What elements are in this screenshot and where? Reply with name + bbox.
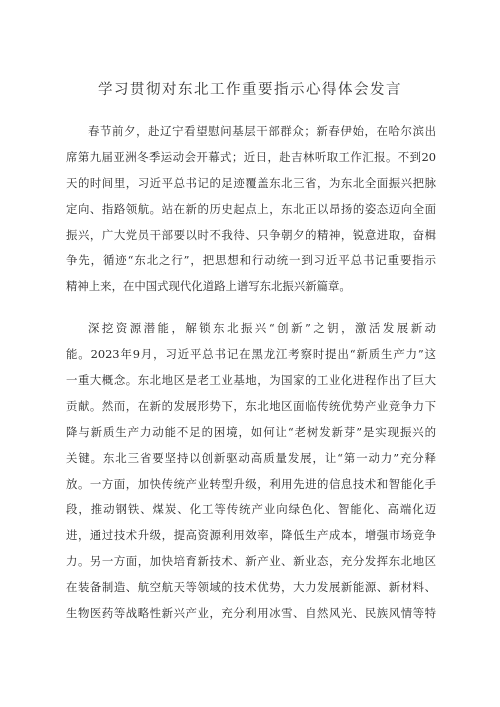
text-line: 定向、指路领航。站在新的历史起点上，东北正以昂扬的姿态迈向全面 <box>66 201 436 216</box>
document-body <box>66 119 436 627</box>
paragraph <box>66 119 436 300</box>
text-line: 关键。东北三省要坚持以创新驱动高质量发展，让“第一动力”充分释 <box>66 450 436 465</box>
text-line: 生物医药等战略性新兴产业，充分利用冰雪、自然风光、民族风情等特 <box>66 606 436 621</box>
text-line: 一重大概念。东北地区是老工业基地，为国家的工业化进程作出了巨大 <box>66 373 436 388</box>
text-line: 贡献。然而，在新的发展形势下，东北地区面临传统优势产业竞争力下 <box>66 398 436 413</box>
text-line: 能。2023年9月，习近平总书记在黑龙江考察时提出“新质生产力”这 <box>66 347 436 362</box>
text-line: 段，推动钢铁、煤炭、化工等传统产业向绿色化、智能化、高端化迈 <box>66 502 436 517</box>
text-line: 进，通过技术升级，提高资源利用效率，降低生产成本，增强市场竞争 <box>66 528 436 543</box>
text-line: 精神上来，在中国式现代化道路上谱写东北振兴新篇章。 <box>66 279 351 294</box>
text-line: 力。另一方面，加快培育新技术、新产业、新业态，充分发挥东北地区 <box>66 554 436 569</box>
text-line: 在装备制造、航空航天等领域的技术优势，大力发展新能源、新材料、 <box>66 580 436 595</box>
text-line: 深挖资源潜能，解锁东北振兴“创新”之钥，激活发展新动 <box>88 321 436 336</box>
text-line: 振兴，广大党员干部要以时不我待、只争朝夕的精神，锐意进取，奋楫 <box>66 227 436 242</box>
text-line: 天的时间里，习近平总书记的足迹覆盖东北三省，为东北全面振兴把脉 <box>66 175 436 190</box>
text-line: 降与新质生产力动能不足的困境，如何让“老树发新芽”是实现振兴的 <box>66 424 436 439</box>
text-line: 席第九届亚洲冬季运动会开幕式；近日，赴吉林听取工作汇报。不到20 <box>66 149 436 164</box>
document-title: 学习贯彻对东北工作重要指示心得体会发言 <box>98 82 402 98</box>
text-line: 放。一方面，加快传统产业转型升级，利用先进的信息技术和智能化手 <box>66 476 436 491</box>
paragraph-gap <box>66 300 436 316</box>
paragraph <box>66 316 436 627</box>
text-line: 争先，循迹“东北之行”，把思想和行动统一到习近平总书记重要指示 <box>66 253 436 268</box>
text-line: 春节前夕，赴辽宁看望慰问基层干部群众；新春伊始，在哈尔滨出 <box>88 124 436 138</box>
